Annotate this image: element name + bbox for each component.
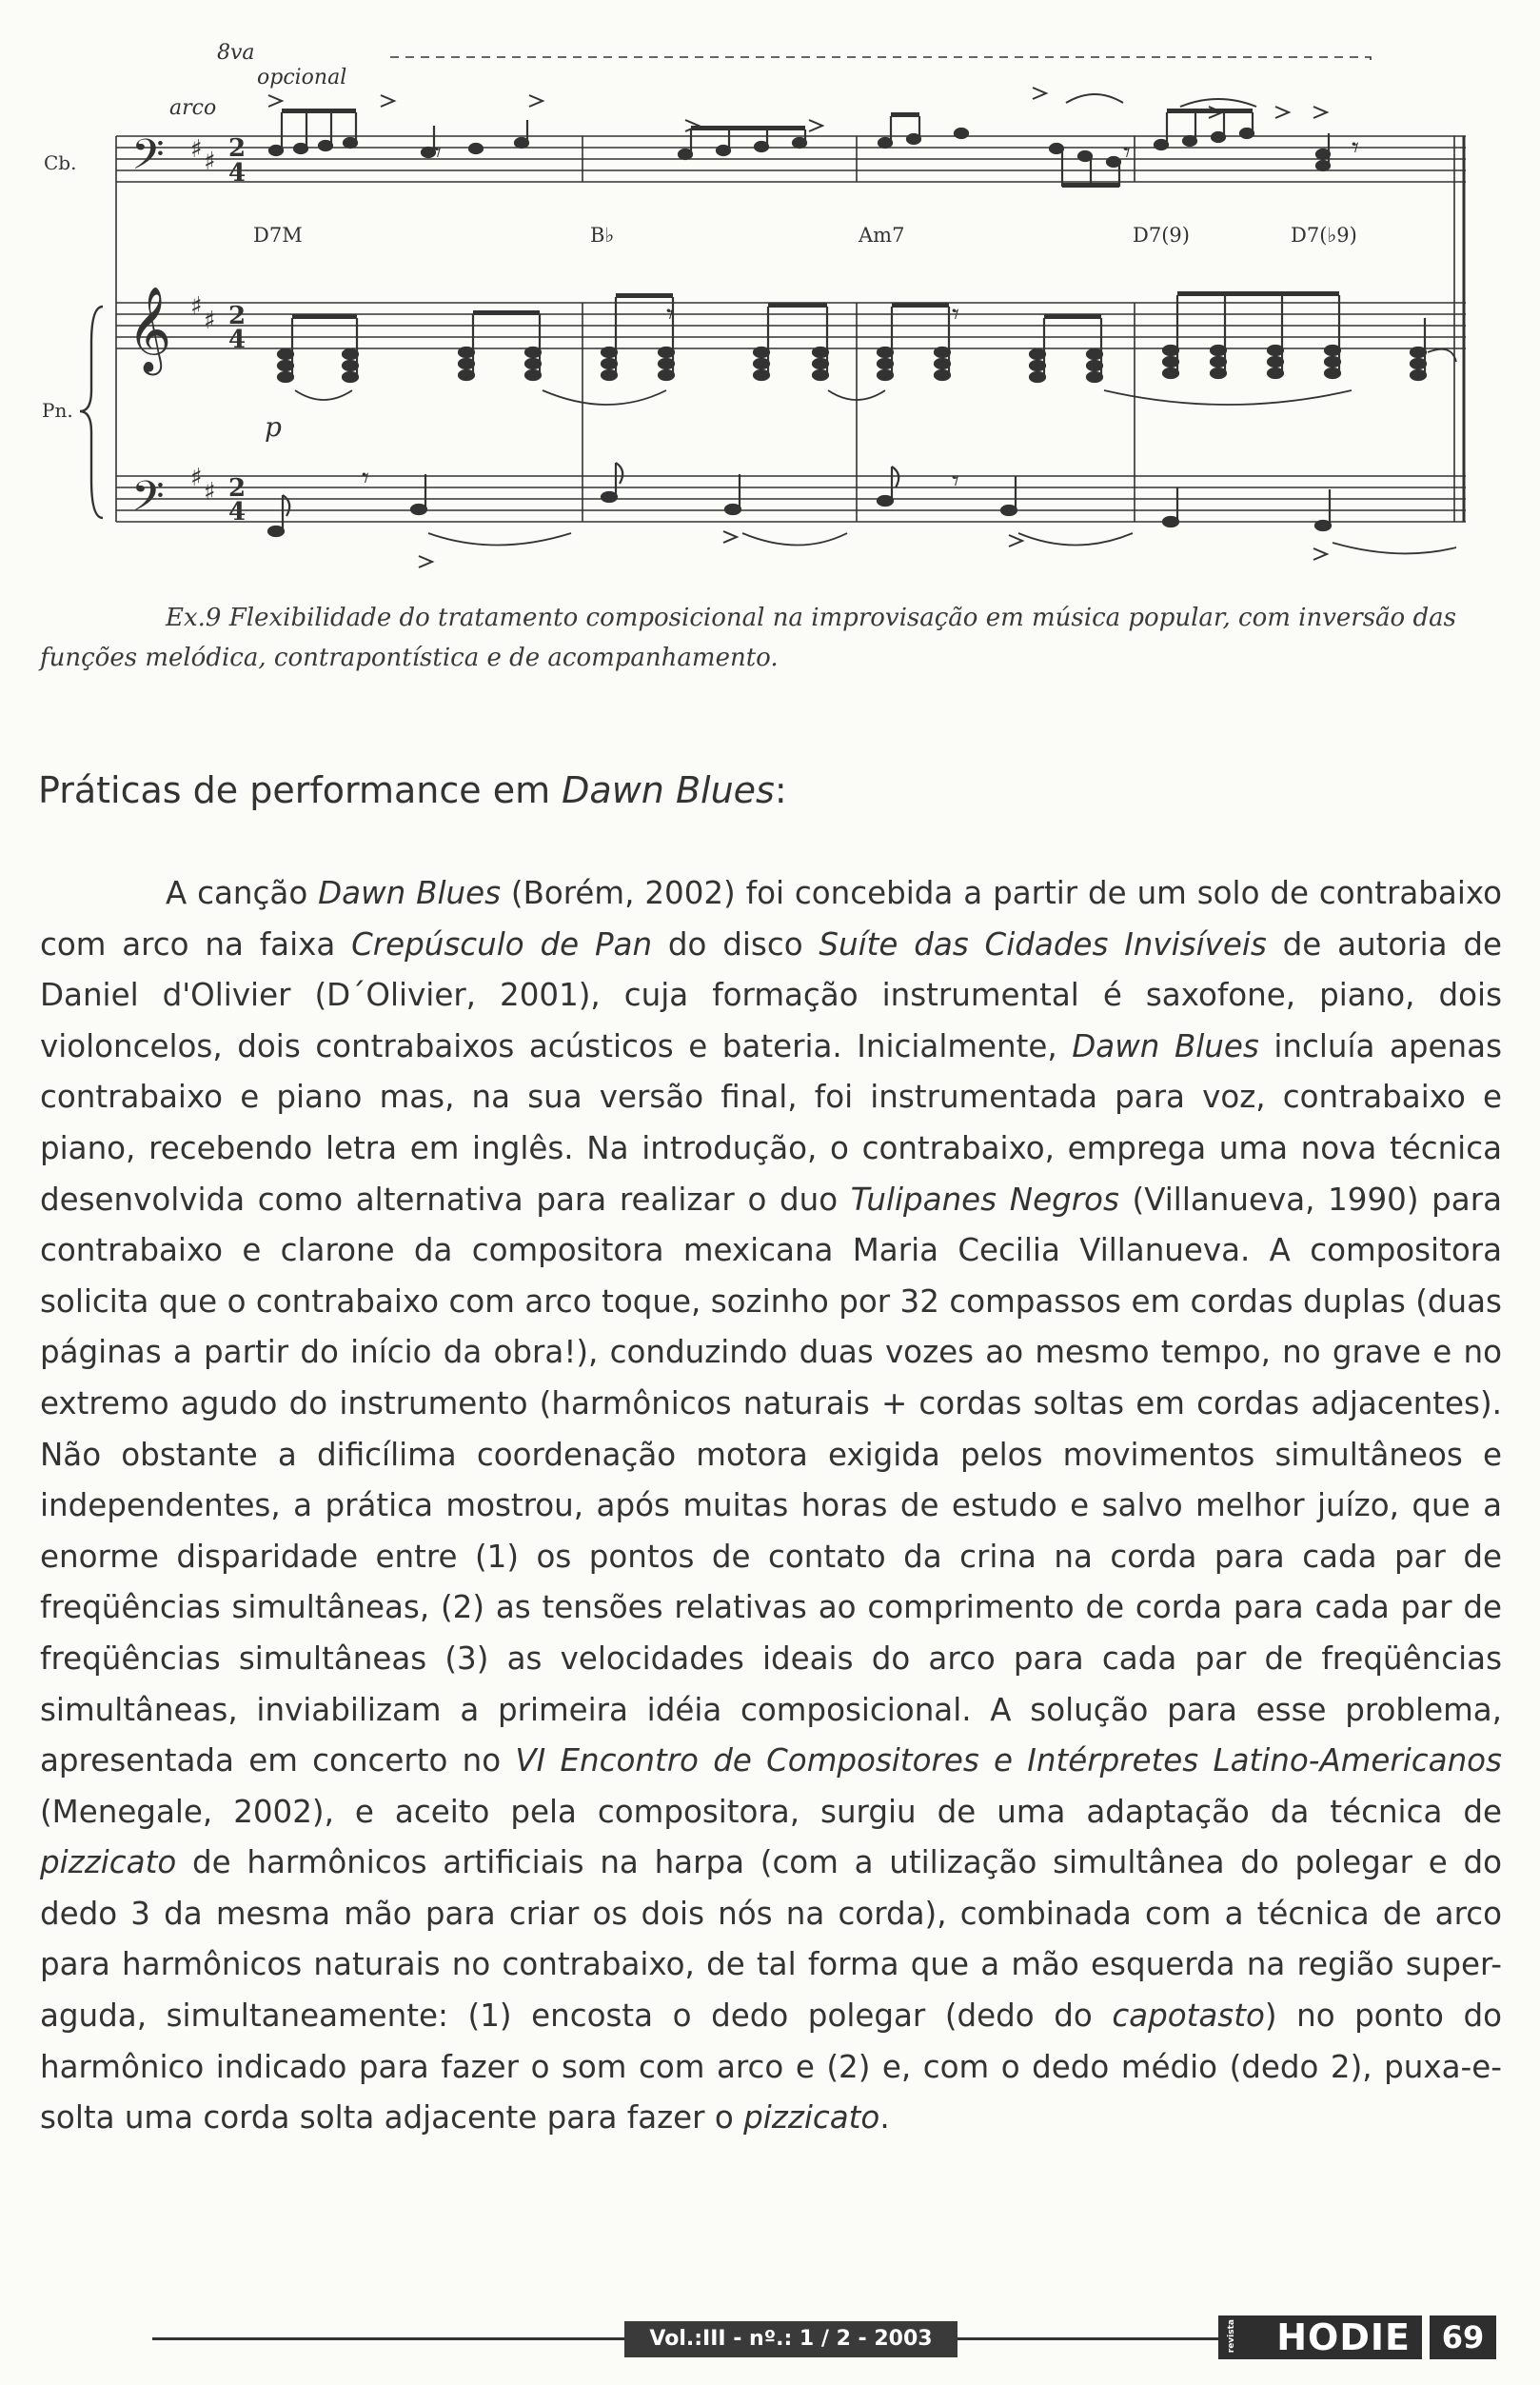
svg-text:𝄾: 𝄾 [1123, 136, 1131, 169]
svg-text:4: 4 [228, 159, 247, 188]
svg-text:2: 2 [228, 474, 247, 503]
page-number: 69 [1430, 2315, 1496, 2359]
staff-piano-bass [116, 476, 1466, 522]
svg-text:2: 2 [228, 134, 247, 163]
footer-rule [152, 2337, 624, 2340]
chord-symbol: B♭ [590, 224, 615, 247]
svg-text:𝄾: 𝄾 [362, 462, 369, 495]
instrument-label-pn: Pn. [42, 399, 73, 422]
section-heading: Práticas de performance em Dawn Blues: [38, 769, 787, 811]
staff-contrabass [116, 136, 1466, 182]
ottava-line [390, 57, 1371, 67]
svg-text:♯: ♯ [204, 307, 216, 335]
svg-text:♯: ♯ [204, 148, 216, 176]
chord-symbol: D7(♭9) [1291, 224, 1357, 247]
page-footer [0, 2312, 1540, 2369]
ottava-label: 8va [217, 41, 255, 65]
staff-piano-treble [116, 303, 1466, 348]
opcional-label: opcional [257, 66, 347, 89]
dynamic-marking: p [265, 411, 282, 443]
svg-text:𝄾: 𝄾 [952, 465, 959, 498]
journal-logo: revista HODIE [1218, 2315, 1422, 2359]
arco-label: arco [169, 96, 217, 120]
bass-clef-icon: 𝄢 [131, 471, 165, 531]
svg-text:♯: ♯ [190, 135, 203, 164]
caption-text: Flexibilidade do tratamento composicional na improvisação em música popular, com inversão das funções melódica, contrapontística e de acompanhamento. [40, 604, 1456, 672]
svg-text:𝄾: 𝄾 [434, 136, 442, 169]
svg-text:♯: ♯ [190, 464, 203, 492]
music-score-example [0, 0, 1540, 590]
footer-rule [958, 2337, 1218, 2340]
svg-text:𝄾: 𝄾 [666, 298, 674, 331]
caption-label: Ex.9 [166, 604, 222, 632]
svg-text:𝄾: 𝄾 [1352, 131, 1359, 165]
svg-text:𝄾: 𝄾 [952, 298, 959, 331]
treble-clef-icon: 𝄞 [128, 287, 172, 372]
volume-badge: Vol.:III - nº.: 1 / 2 - 2003 [624, 2321, 958, 2357]
bass-clef-icon: 𝄢 [131, 129, 165, 189]
chord-symbol: D7M [253, 224, 303, 247]
svg-text:2: 2 [228, 302, 247, 330]
chord-symbol: D7(9) [1133, 224, 1190, 247]
svg-text:♯: ♯ [190, 292, 203, 321]
svg-text:4: 4 [228, 498, 247, 527]
body-paragraph: A canção Dawn Blues (Borém, 2002) foi concebida a partir de um solo de contrabaixo com arco na faixa Crepúsculo de Pan do disco Suíte das Cidades Invisíveis de autoria de Daniel d'Olivier (D´Olivier, 2001), cuja formação instrumental é saxofone, piano, dois violoncelos, dois contrabaixos acústicos e bateria. Inicialmente, Dawn Blues incluía apenas contrabaixo e piano mas, na sua versão final, foi instrumentada para voz, contrabaixo e piano, recebendo letra em inglês. Na introdução, o contrabaixo, emprega uma nova técnica desenvolvida como alternativa para realizar o duo Tulipanes Negros (Villanueva, 1990) para contrabaixo e clarone da compositora mexicana Maria Cecilia Villanueva. A compositora solicita que o contrabaixo com arco toque, sozinho por 32 compassos em cordas duplas (duas páginas a partir do início da obra!), conduzindo duas vozes ao mesmo tempo, no grave e no extremo agudo do instrumento (harmônicos naturais + cordas soltas em cordas adjacentes). Não obstante a dificílima coordenação motora exigida pelos movimentos simultâneos e independentes, a prática mostrou, após muitas horas de estudo e salvo melhor juízo, que a enorme disparidade entre (1) os pontos de contato da crina na corda para cada par de freqüências simultâneas, (2) as tensões relativas ao comprimento de corda para cada par de freqüências simultâneas (3) as velocidades ideais do arco para cada par de freqüências simultâneas, inviabilizam a primeira idéia composicional. A solução para esse problema, apresentada em concerto no VI Encontro de Compositores e Intérpretes Latino-Americanos (Menegale, 2002), e aceito pela compositora, surgiu de uma adaptação da técnica de pizzicato de harmônicos artificiais na harpa (com a utilização simultânea do polegar e do dedo 3 da mesma mão para criar os dois nós na corda), combinada com a técnica de arco para harmônicos naturais no contrabaixo, de tal forma que a mão esquerda na região super-aguda, simultaneamente: (1) encosta o dedo polegar (dedo do capotasto) no ponto do harmônico indicado para fazer o som com arco e (2) e, com o dedo médio (dedo 2), puxa-e-solta uma corda solta adjacente para fazer o pizzicato. [40, 875, 1502, 2137]
svg-text:♯: ♯ [204, 478, 216, 507]
svg-text:4: 4 [228, 326, 247, 354]
figure-caption [40, 598, 1496, 678]
chord-symbol: Am7 [859, 224, 905, 247]
instrument-label-cb: Cb. [44, 151, 77, 174]
